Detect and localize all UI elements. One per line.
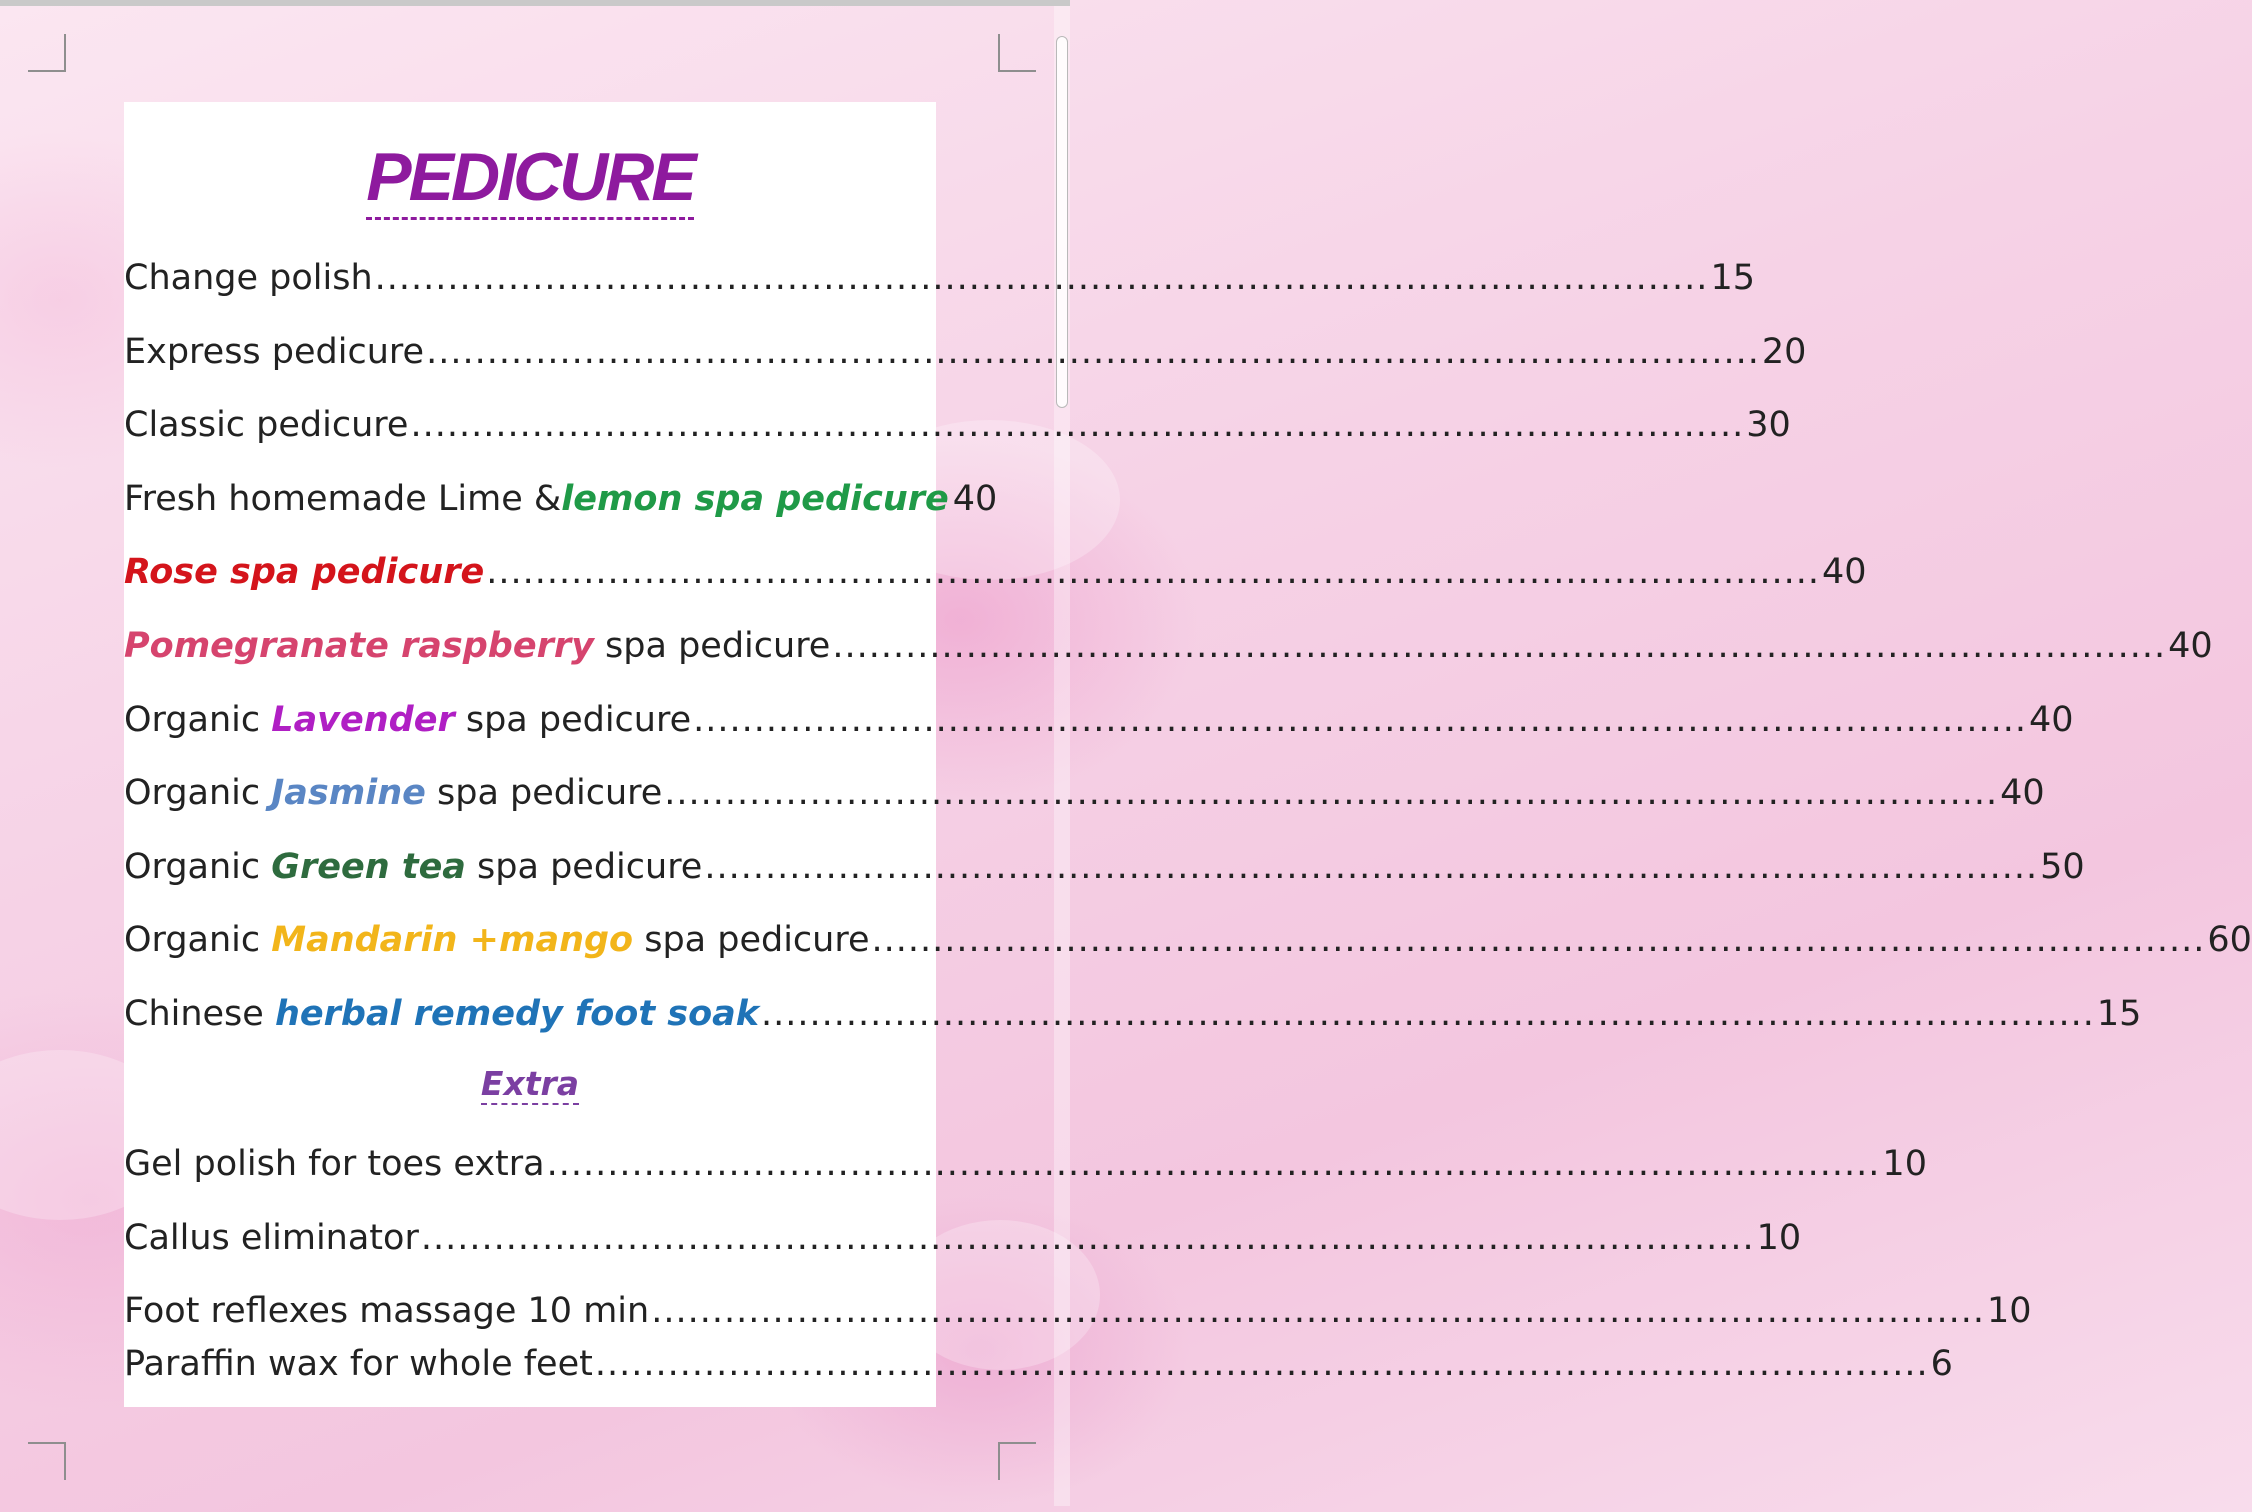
leader-dots: .............................................................................................................. bbox=[426, 331, 1760, 372]
item-name bbox=[124, 920, 870, 960]
item-name bbox=[124, 994, 759, 1034]
item-name-text: spa pedicure bbox=[454, 699, 692, 740]
item-name-text: Express pedicure bbox=[124, 331, 425, 372]
item-name-highlight: Jasmine bbox=[271, 773, 426, 814]
item-name-highlight: Green tea bbox=[271, 846, 466, 887]
menu-item bbox=[124, 1336, 1953, 1384]
leader-dots: .............................................................................................................. bbox=[704, 846, 2039, 887]
crop-mark-bottom-left bbox=[28, 1442, 66, 1480]
item-name bbox=[124, 479, 949, 519]
item-name-text: Gel polish for toes extra bbox=[124, 1144, 545, 1184]
item-name-text: Change polish bbox=[124, 258, 373, 298]
leader-dots: .............................................................................................................. bbox=[871, 920, 2206, 961]
menu-item bbox=[124, 765, 2045, 814]
crop-mark-bottom-right bbox=[998, 1442, 1036, 1480]
menu-item bbox=[124, 324, 1807, 372]
item-name-text: Organic bbox=[124, 846, 272, 887]
leader-dots: .............................................................................................................. bbox=[546, 1144, 1881, 1184]
item-name bbox=[124, 700, 691, 740]
leader-dots: .............................................................................................................. bbox=[374, 258, 1709, 298]
leader-dots: .............................................................................................................. bbox=[420, 1217, 1755, 1258]
menu-item bbox=[124, 839, 2085, 887]
item-name-text: Fresh homemade Lime & bbox=[124, 478, 562, 519]
page-title: PEDICURE bbox=[124, 138, 936, 216]
leader-dots: .............................................................................................................. bbox=[594, 1344, 1929, 1384]
item-name-text: spa pedicure bbox=[465, 846, 703, 887]
item-price: 40 bbox=[952, 478, 998, 519]
item-price: 60 bbox=[2207, 920, 2252, 961]
item-price: 50 bbox=[2040, 846, 2085, 887]
item-name-text: Chinese bbox=[124, 994, 275, 1034]
item-name-highlight: lemon spa pedicure bbox=[561, 478, 949, 519]
top-edge bbox=[0, 0, 1070, 6]
leader-dots: .............................................................................................................. bbox=[664, 773, 1999, 814]
item-price: 10 bbox=[1756, 1217, 1802, 1258]
item-name-highlight: herbal remedy foot soak bbox=[274, 994, 760, 1034]
menu-item bbox=[124, 692, 2074, 740]
menu-page bbox=[124, 102, 2252, 1407]
extra-heading: Extra bbox=[480, 1064, 580, 1103]
item-name bbox=[124, 626, 830, 666]
item-price: 10 bbox=[1987, 1291, 2032, 1332]
item-name-text: Callus eliminator bbox=[124, 1217, 419, 1258]
leader-dots: .............................................................................................................. bbox=[693, 699, 2027, 740]
leader-dots: .............................................................................................................. bbox=[761, 994, 2095, 1034]
item-name bbox=[124, 1218, 419, 1258]
menu-item bbox=[124, 544, 1867, 593]
item-name-highlight: Pomegranate raspberry bbox=[124, 626, 594, 666]
crop-mark-top-left bbox=[28, 34, 66, 72]
item-price: 6 bbox=[1930, 1344, 1953, 1384]
menu-item bbox=[124, 1283, 2032, 1332]
item-name bbox=[124, 847, 702, 887]
item-name bbox=[124, 773, 662, 813]
scrollbar-track[interactable] bbox=[1054, 6, 1070, 1506]
item-name bbox=[124, 1144, 545, 1184]
item-name-text: Organic bbox=[124, 773, 272, 814]
item-price: 40 bbox=[1822, 552, 1867, 593]
item-name bbox=[124, 258, 373, 298]
item-name-text: spa pedicure bbox=[593, 626, 831, 666]
menu-item bbox=[124, 397, 1791, 446]
item-name bbox=[124, 552, 484, 592]
item-name-text: spa pedicure bbox=[633, 920, 870, 961]
item-price: 10 bbox=[1882, 1144, 1927, 1184]
leader-dots: .............................................................................................................. bbox=[486, 552, 1821, 593]
item-name-highlight: Lavender bbox=[271, 699, 455, 740]
leader-dots: .............................................................................................................. bbox=[832, 626, 2167, 666]
item-name-text: spa pedicure bbox=[425, 773, 663, 814]
leader-dots: .............................................................................................................. bbox=[651, 1291, 1986, 1332]
menu-item bbox=[124, 912, 2252, 961]
item-price: 40 bbox=[2028, 699, 2074, 740]
menu-item bbox=[124, 1210, 1802, 1258]
item-name-text: Foot reflexes massage 10 min bbox=[124, 1291, 650, 1332]
item-name-text: Classic pedicure bbox=[124, 405, 409, 446]
item-name-highlight: Mandarin +mango bbox=[271, 920, 634, 961]
item-name-text: Paraffin wax for whole feet bbox=[124, 1344, 593, 1384]
leader-dots: .............................................................................................................. bbox=[410, 405, 1745, 446]
item-price: 40 bbox=[2000, 773, 2045, 814]
item-name bbox=[124, 1344, 593, 1384]
menu-item bbox=[124, 471, 998, 519]
item-price: 20 bbox=[1761, 331, 1807, 372]
menu-item bbox=[124, 618, 2213, 666]
item-name-text: Organic bbox=[124, 699, 272, 740]
item-name bbox=[124, 1291, 649, 1331]
menu-item bbox=[124, 250, 1755, 298]
item-name bbox=[124, 405, 408, 445]
item-name bbox=[124, 332, 424, 372]
menu-item bbox=[124, 1136, 1927, 1184]
item-price: 15 bbox=[2096, 994, 2142, 1034]
item-name-highlight: Rose spa pedicure bbox=[124, 552, 485, 593]
menu-item bbox=[124, 986, 2142, 1034]
item-price: 15 bbox=[1710, 258, 1755, 298]
crop-mark-top-right bbox=[998, 34, 1036, 72]
item-price: 30 bbox=[1746, 405, 1791, 446]
item-price: 40 bbox=[2168, 626, 2213, 666]
item-name-text: Organic bbox=[124, 920, 272, 961]
